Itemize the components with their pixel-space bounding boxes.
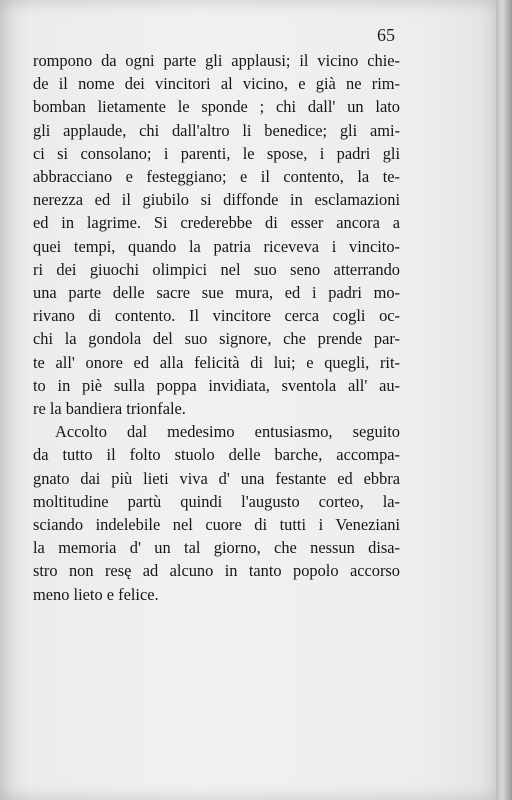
text-line: meno lieto e felice. (33, 584, 159, 604)
text-line: ed in lagrime. Si crederebbe di esser ancora a (33, 213, 400, 233)
text-line: re la bandiera trionfale. (33, 399, 186, 419)
page-number: 65 (377, 25, 395, 45)
body-text (33, 49, 400, 606)
text-line: la memoria d' un tal giorno, che nessun disa- (33, 538, 400, 558)
text-line: da tutto il folto stuolo delle barche, accompa- (33, 445, 400, 465)
text-line: te all' onore ed alla felicità di lui; e quegli, rit- (33, 352, 400, 372)
page-edge (496, 0, 512, 800)
text-line: gli applaude, chi dall'altro li benedice; gli ami- (33, 120, 400, 140)
text-line: ci si consolano; i parenti, le spose, i padri gli (33, 143, 400, 163)
text-line: ri dei giuochi olimpici nel suo seno atterrando (33, 259, 400, 279)
text-line: una parte delle sacre sue mura, ed i padri mo- (33, 283, 400, 303)
text-line: abbracciano e festeggiano; e il contento, la te- (33, 167, 400, 187)
text-line: rivano di contento. Il vincitore cerca cogli oc- (33, 306, 400, 326)
text-line: rompono da ogni parte gli applausi; il vicino chie- (33, 51, 400, 70)
text-line: gnato dai più lieti viva d' una festante ed ebbra (33, 468, 400, 488)
text-line: chi la gondola del suo signore, che prende par- (33, 329, 400, 349)
paragraph-2 (33, 420, 400, 606)
text-line: to in piè sulla poppa invidiata, sventola all' au- (33, 375, 400, 395)
text-line: bomban lietamente le sponde ; chi dall' un lato (33, 97, 400, 117)
paragraph-1 (33, 49, 400, 420)
text-line: de il nome dei vincitori al vicino, e già ne rim- (33, 74, 400, 94)
text-line: nerezza ed il giubilo si diffonde in esclamazioni (33, 190, 400, 210)
text-line: stro non resę ad alcuno in tanto popolo accorso (33, 561, 400, 581)
text-line: sciando indelebile nel cuore di tutti i Veneziani (33, 515, 400, 535)
text-line: Accolto dal medesimo entusiasmo, seguito (55, 422, 400, 442)
text-line: quei tempi, quando la patria riceveva i vincito- (33, 236, 400, 256)
text-line: moltitudine partù quindi l'augusto corteo, la- (33, 491, 400, 511)
